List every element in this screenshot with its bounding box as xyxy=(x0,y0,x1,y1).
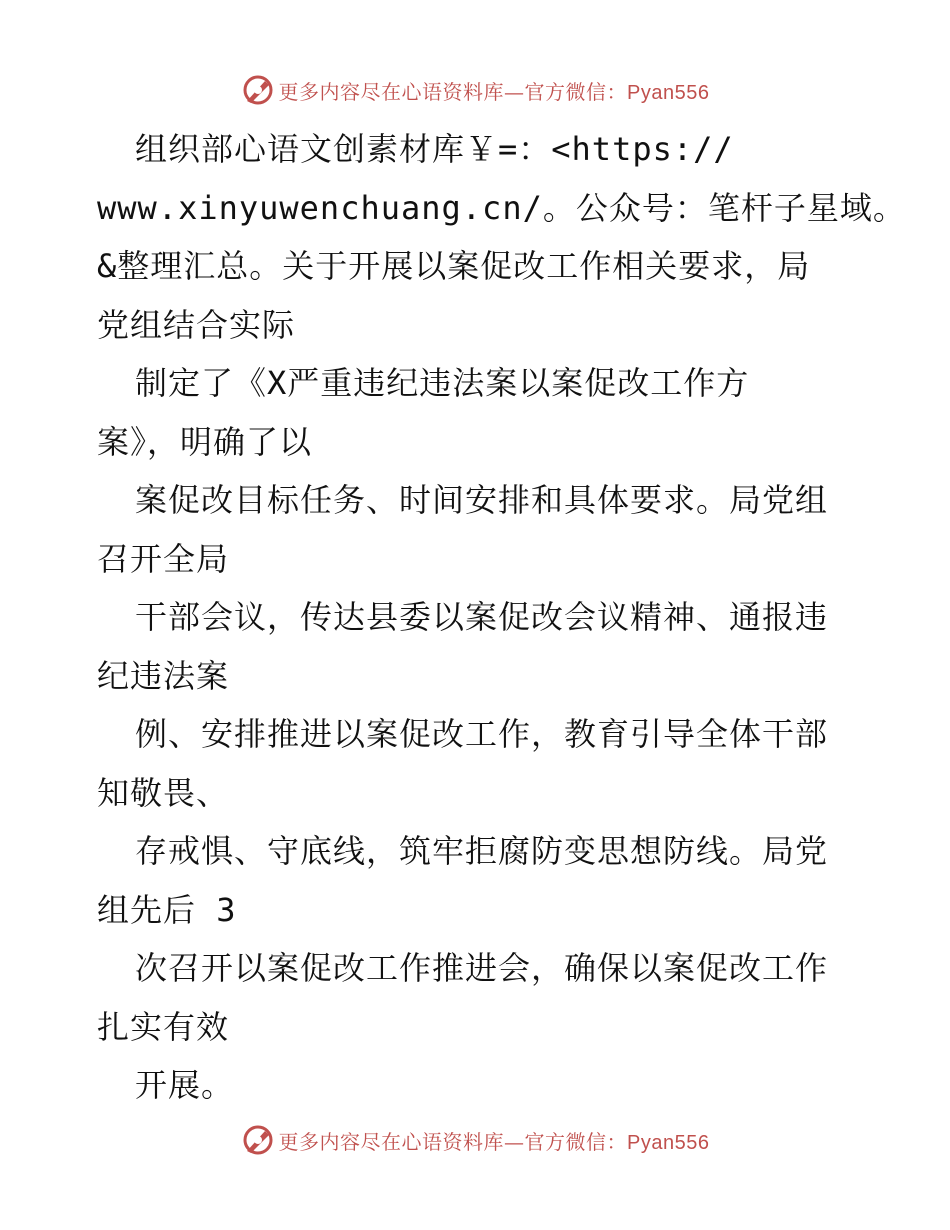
body-line: 开展。 xyxy=(135,1066,235,1104)
body-line: 存戒惧、守底线，筑牢拒腐防变思想防线。局党 xyxy=(135,832,829,870)
body-line: 次召开以案促改工作推进会，确保以案促改工作 xyxy=(135,949,829,987)
body-line: 案促改目标任务、时间安排和具体要求。局党组 xyxy=(135,481,829,519)
body-line: 知敬畏、 xyxy=(97,773,230,812)
pen-logo-icon xyxy=(241,73,275,107)
header-banner-wechat-id: Pyan556 xyxy=(627,81,710,104)
footer-banner xyxy=(0,1120,950,1160)
body-line: 制定了《X严重违纪违法案以案促改工作方 xyxy=(135,364,750,402)
body-line: 干部会议，传达县委以案促改会议精神、通报违 xyxy=(135,598,829,636)
body-line: 例、安排推进以案促改工作，教育引导全体干部 xyxy=(135,715,829,753)
body-line: www.xinyuwenchuang.cn/。公众号：笔杆子星域。 xyxy=(97,188,906,227)
header-banner xyxy=(0,70,950,110)
footer-banner-wechat-id: Pyan556 xyxy=(627,1131,710,1154)
footer-banner-text: 更多内容尽在心语资料库—官方微信：Pyan556 xyxy=(278,1129,710,1154)
body-line: 召开全局 xyxy=(97,539,230,578)
body-line: 扎实有效 xyxy=(97,1007,230,1046)
body-line: 纪违法案 xyxy=(97,656,230,695)
body-line: 组先后 3 xyxy=(97,890,237,929)
body-line: 组织部心语文创素材库￥=：<https:// xyxy=(135,130,734,168)
header-banner-text: 更多内容尽在心语资料库—官方微信：Pyan556 xyxy=(278,79,710,104)
body-line: &整理汇总。关于开展以案促改工作相关要求，局 xyxy=(97,247,811,285)
body-line: 党组结合实际 xyxy=(97,305,296,344)
body-line: 案》，明确了以 xyxy=(97,422,313,461)
pen-logo-icon xyxy=(241,1123,275,1157)
document-body xyxy=(97,120,906,1115)
